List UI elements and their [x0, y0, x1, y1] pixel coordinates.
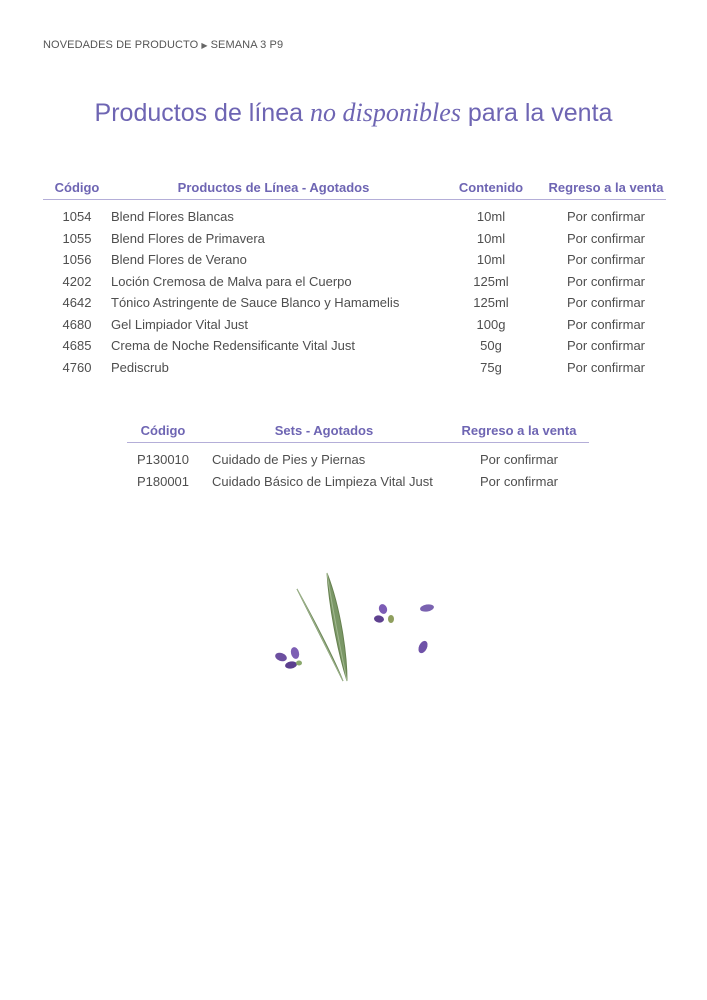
table-row: [43, 271, 666, 293]
cell-name: Blend Flores de Verano: [111, 252, 247, 268]
petal-icon: [417, 639, 430, 654]
cell-name: Pediscrub: [111, 359, 169, 375]
header-set: Sets - Agotados: [199, 423, 449, 443]
cell-return: Por confirmar: [566, 359, 646, 375]
cell-content: 10ml: [476, 230, 506, 246]
breadcrumb-section: NOVEDADES DE PRODUCTO: [43, 39, 199, 51]
table-row: [43, 314, 666, 336]
table-row: [43, 249, 666, 271]
cell-content: 125ml: [473, 273, 509, 289]
header-return: Regreso a la venta: [546, 180, 666, 200]
cell-code: 4685: [62, 338, 92, 354]
cell-content: 75g: [480, 359, 502, 375]
table-row: [43, 200, 666, 228]
cell-code: P130010: [136, 452, 190, 468]
cell-name: Loción Cremosa de Malva para el Cuerpo: [111, 273, 352, 289]
cell-return: Por confirmar: [566, 230, 646, 246]
title-part2: para la venta: [467, 99, 613, 127]
cell-return: Por confirmar: [566, 316, 646, 332]
sets-table: [127, 423, 589, 492]
table-row: [43, 292, 666, 314]
table-row: [43, 357, 666, 379]
cell-content: 10ml: [476, 252, 506, 268]
cell-code: 4760: [62, 359, 92, 375]
cell-return: Por confirmar: [566, 209, 646, 225]
cell-content: 10ml: [476, 209, 506, 225]
lavender-decoration-image: [265, 565, 455, 690]
petal-icon: [419, 603, 434, 612]
line-products-table: [43, 180, 666, 378]
breadcrumb-page: SEMANA 3 P9: [210, 39, 284, 51]
cell-code: 4642: [62, 295, 92, 311]
header-code: Código: [43, 180, 111, 200]
cell-content: 50g: [480, 338, 502, 354]
cell-code: 4680: [62, 316, 92, 332]
cell-return: Por confirmar: [479, 473, 559, 489]
cell-name: Blend Flores Blancas: [111, 209, 234, 225]
header-product: Productos de Línea - Agotados: [111, 180, 436, 200]
header-content: Contenido: [436, 180, 546, 200]
cell-content: 100g: [476, 316, 506, 332]
cell-name: Gel Limpiador Vital Just: [111, 316, 249, 332]
page-title: [0, 98, 707, 128]
title-emphasis: no disponibles: [309, 98, 461, 127]
flower-cluster-right-icon: [373, 603, 394, 623]
cell-return: Por confirmar: [479, 452, 559, 468]
cell-name: Crema de Noche Redensificante Vital Just: [111, 338, 355, 354]
cell-name: Cuidado de Pies y Piernas: [212, 452, 366, 468]
cell-return: Por confirmar: [566, 252, 646, 268]
cell-code: 4202: [62, 273, 92, 289]
cell-name: Cuidado Básico de Limpieza Vital Just: [212, 473, 433, 489]
title-part1: Productos de línea: [94, 99, 304, 127]
cell-name: Blend Flores de Primavera: [111, 230, 265, 246]
table-row: [43, 228, 666, 250]
cell-code: 1056: [62, 252, 92, 268]
header-code: Código: [127, 423, 199, 443]
triangle-right-icon: ▶: [201, 40, 208, 50]
breadcrumb: [43, 39, 283, 51]
cell-code: 1054: [62, 209, 92, 225]
table-row: [127, 471, 589, 493]
cell-return: Por confirmar: [566, 295, 646, 311]
table-header-row: [43, 180, 666, 200]
table-row: [43, 335, 666, 357]
table-row: [127, 443, 589, 471]
flower-cluster-left-icon: [274, 646, 302, 669]
cell-code: 1055: [62, 230, 92, 246]
cell-content: 125ml: [473, 295, 509, 311]
cell-code: P180001: [136, 473, 190, 489]
table-header-row: [127, 423, 589, 443]
cell-name: Tónico Astringente de Sauce Blanco y Hamamelis: [111, 295, 400, 311]
header-return: Regreso a la venta: [449, 423, 589, 443]
cell-return: Por confirmar: [566, 338, 646, 354]
cell-return: Por confirmar: [566, 273, 646, 289]
